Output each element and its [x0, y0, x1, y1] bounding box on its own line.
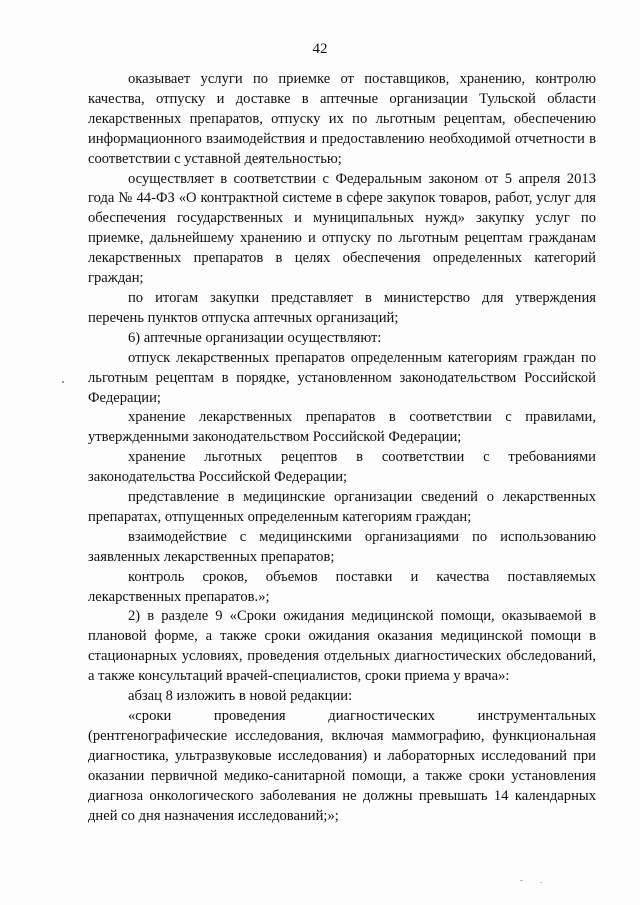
page-number: 42 [312, 41, 328, 57]
paragraph-control: контроль сроков, объемов поставки и качества поставляемых лекарственных препаратов.»; [88, 568, 596, 605]
paragraph-storage: хранение лекарственных препаратов в соответствии с правилами, утвержденными законодательством Российской Федерации; [88, 409, 596, 446]
paragraph-services: оказывает услуги по приемке от поставщиков, хранению, контролю качества, отпуску и доставке в аптечные организации Тульской области лекарственных препаратов, отпуску их по льготным рецептам, обеспечению информационного взаимодействия и предоставлению необходимой отчетности в соответствии с уставной деятельностью; [88, 71, 596, 167]
paragraph-pharmacies-heading: 6) аптечные организации осуществляют: [128, 329, 382, 346]
scan-speck [62, 381, 64, 383]
document-body [88, 70, 596, 826]
paragraph-dispensing: отпуск лекарственных препаратов определенным категориям граждан по льготным рецептам в порядке, установленном законодательством Российской Федерации; [88, 349, 596, 406]
scan-speck [540, 882, 542, 883]
paragraph-prescriptions: хранение льготных рецептов в соответствии с требованиями законодательства Российской Федерации; [88, 449, 596, 486]
paragraph-amendment-intro: абзац 8 изложить в новой редакции: [128, 688, 353, 705]
paragraph-approval: по итогам закупки представляет в министерство для утверждения перечень пунктов отпуска аптечных организаций; [88, 289, 596, 326]
paragraph-section-9: 2) в разделе 9 «Сроки ожидания медицинской помощи, оказываемой в плановой форме, а также сроки ожидания оказания медицинской помощи в стационарных условиях, проведения отдельных диагностических обследований, а также консультаций врачей-специалистов, сроки приема у врача»: [88, 608, 596, 685]
scan-speck [520, 880, 523, 881]
paragraph-reporting: представление в медицинские организации сведений о лекарственных препаратах, отпущенных определенным категориям граждан; [88, 489, 596, 525]
paragraph-procurement: осуществляет в соответствии с Федеральным законом от 5 апреля 2013 года № 44-ФЗ «О контрактной системе в сфере закупок товаров, работ, услуг для обеспечения государственных и муниципальных нужд» закупку услуг по приемке, дальнейшему хранению и отпуску по льготным рецептам гражданам лекарственных препаратов в целях обеспечения определенных категорий граждан; [88, 170, 596, 287]
paragraph-interaction: взаимодействие с медицинскими организациями по использованию заявленных лекарственных препаратов; [88, 528, 596, 565]
paragraph-new-wording: «сроки проведения диагностических инструментальных (рентгенографические исследования, включая маммографию, функциональная диагностика, ультразвуковые исследования) и лабораторных исследований при оказании первичной медико-санитарной помощи, а также сроки установления диагноза онкологического заболевания не должны превышать 14 календарных дней со дня назначения исследований;»; [88, 708, 596, 824]
